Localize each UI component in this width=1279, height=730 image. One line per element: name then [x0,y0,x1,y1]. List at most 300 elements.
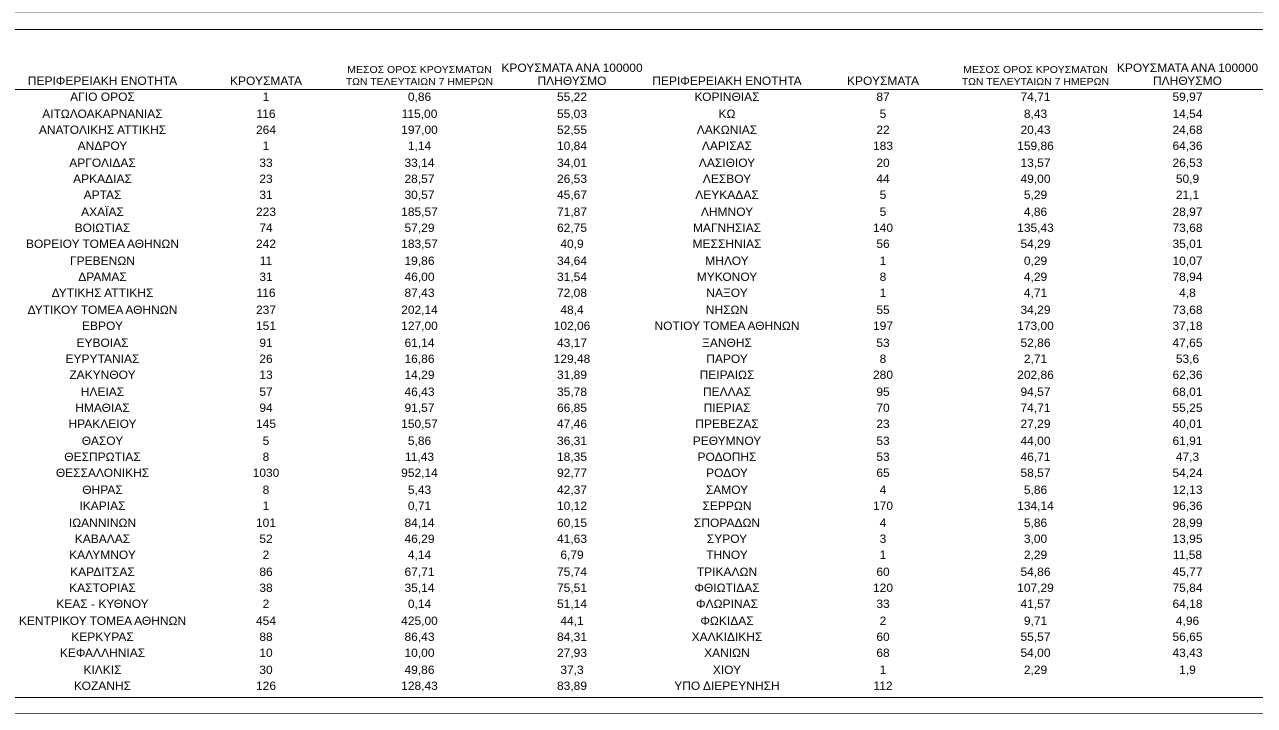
left-cell-cases: 52 [259,531,273,546]
left-cell-avg7: 185,57 [401,204,438,219]
left-cell-per100k: 10,84 [556,139,588,154]
right-cell-per100k: 37,18 [1172,319,1203,334]
left-cell-avg7: 35,14 [404,580,435,595]
right-cell-region: ΜΗΛΟΥ [705,253,749,268]
right-cell-per100k: 73,68 [1172,221,1203,236]
left-cell-avg7: 46,00 [404,270,435,285]
header-per100k-line1: ΚΡΟΥΣΜΑΤΑ ΑΝΑ 100000 [501,61,643,75]
left-cell-cases: 31 [259,270,273,285]
left-cell-per100k: 26,53 [556,171,588,186]
right-cell-region: ΜΥΚΟΝΟΥ [696,270,758,285]
left-cell-avg7: 425,00 [401,613,438,628]
left-cell-avg7: 14,29 [404,368,435,383]
right-cell-cases: 8 [879,351,887,366]
right-cell-region: ΣΕΡΡΩΝ [702,499,752,514]
right-cell-per100k: 47,65 [1172,335,1203,350]
right-cell-per100k: 4,8 [1179,286,1196,301]
right-cell-cases: 8 [879,270,887,285]
left-cell-avg7: 5,43 [407,482,432,497]
left-cell-cases: 10 [259,646,273,661]
left-cell-avg7: 87,43 [404,286,435,301]
right-cell-per100k: 24,68 [1172,122,1203,137]
left-cell-avg7: 46,43 [404,384,435,399]
left-cell-cases: 237 [255,302,277,317]
left-cell-per100k: 27,93 [556,646,588,661]
right-cell-cases: 1 [879,662,887,677]
left-cell-cases: 264 [255,122,277,137]
right-cell-cases: 68 [876,646,890,661]
header-avg7-line2: ΤΩΝ ΤΕΛΕΥΤΑΙΩΝ 7 ΗΜΕΡΩΝ [961,76,1110,88]
right-cell-region: ΦΘΙΩΤΙΔΑΣ [694,580,760,595]
left-cell-region: ΗΜΑΘΙΑΣ [75,401,130,415]
right-cell-cases: 5 [879,106,887,121]
right-cell-avg7: 44,00 [1020,433,1051,448]
right-cell-per100k: 62,36 [1172,368,1203,383]
left-cell-per100k: 6,79 [560,548,584,563]
left-cell-cases: 94 [259,401,273,415]
right-cell-per100k: 64,36 [1172,139,1203,154]
header-avg7-line1: ΜΕΣΟΣ ΟΡΟΣ ΚΡΟΥΣΜΑΤΩΝ [347,64,492,76]
right-cell-per100k: 75,84 [1172,580,1203,595]
left-cell-region: ΚΟΖΑΝΗΣ [73,679,132,694]
right-cell-region: ΣΥΡΟΥ [706,531,748,546]
right-cell-avg7: 4,71 [1023,286,1048,301]
right-cell-region: ΚΩ [718,106,736,121]
left-cell-per100k: 47,46 [556,417,588,432]
right-cell-region: ΛΑΚΩΝΙΑΣ [696,122,758,137]
right-cell-avg7: 173,00 [1017,319,1054,334]
left-cell-avg7: 46,29 [404,531,435,546]
left-cell-per100k: 66,85 [556,401,588,415]
left-cell-cases: 88 [259,630,273,645]
right-cell-avg7: 58,57 [1020,466,1051,481]
right-cell-region: ΚΟΡΙΝΘΙΑΣ [694,90,760,105]
header-cases-right: ΚΡΟΥΣΜΑΤΑ [847,74,919,88]
right-cell-cases: 23 [876,417,890,432]
right-cell-per100k: 68,01 [1172,384,1203,399]
right-cell-per100k: 21,1 [1175,188,1200,203]
left-cell-per100k: 75,74 [556,564,588,579]
right-cell-per100k: 47,3 [1175,450,1200,465]
header-avg7-line1: ΜΕΣΟΣ ΟΡΟΣ ΚΡΟΥΣΜΑΤΩΝ [963,64,1108,76]
left-cell-per100k: 71,87 [556,204,588,219]
left-cell-avg7: 183,57 [401,237,438,252]
left-cell-avg7: 0,14 [407,597,432,612]
right-cell-cases: 53 [876,450,890,465]
right-cell-avg7: 2,29 [1023,662,1048,677]
right-cell-avg7: 0,29 [1023,253,1048,268]
left-cell-per100k: 44,1 [560,613,584,628]
right-cell-region: ΦΩΚΙΔΑΣ [700,613,754,628]
left-cell-cases: 116 [256,286,276,301]
left-cell-region: ΑΡΤΑΣ [83,188,122,203]
left-cell-cases: 8 [262,450,270,465]
header-per100k-line1: ΚΡΟΥΣΜΑΤΑ ΑΝΑ 100000 [1116,61,1259,75]
right-cell-avg7: 13,57 [1020,155,1051,170]
left-cell-region: ΒΟΡΕΙΟΥ ΤΟΜΕΑ ΑΘΗΝΩΝ [25,237,180,252]
left-cell-per100k: 34,01 [556,155,588,170]
left-cell-per100k: 75,51 [556,580,588,595]
right-cell-per100k: 56,65 [1172,630,1203,645]
left-cell-per100k: 35,78 [556,384,588,399]
right-cell-cases: 120 [872,580,894,595]
right-cell-region: ΥΠΟ ΔΙΕΡΕΥΝΗΣΗ [674,679,780,694]
right-cell-cases: 60 [876,630,890,645]
right-cell-region: ΜΕΣΣΗΝΙΑΣ [692,237,762,252]
header-per100k-line2: ΠΛΗΘΥΣΜΟ [1152,74,1223,88]
right-cell-per100k: 26,53 [1172,155,1203,170]
right-cell-region: ΜΑΓΝΗΣΙΑΣ [692,221,762,236]
left-cell-per100k: 60,15 [556,515,588,530]
right-cell-cases: 33 [876,597,890,612]
left-cell-per100k: 43,17 [556,335,588,350]
left-cell-avg7: 16,86 [404,351,435,366]
left-cell-region: ΚΕΑΣ - ΚΥΘΝΟΥ [56,597,149,612]
right-cell-region: ΣΠΟΡΑΔΩΝ [693,515,761,530]
left-cell-cases: 116 [256,106,276,121]
right-cell-per100k: 1,9 [1179,662,1196,677]
right-cell-avg7: 135,43 [1017,221,1054,236]
bottom-rule [15,697,1263,698]
right-cell-cases: 5 [879,188,887,203]
right-cell-cases: 87 [876,90,890,105]
left-cell-region: ΘΕΣΣΑΛΟΝΙΚΗΣ [55,466,150,481]
right-cell-per100k [1112,678,1263,694]
left-cell-region: ΔΡΑΜΑΣ [78,270,127,285]
right-cell-avg7: 54,29 [1020,237,1051,252]
right-cell-avg7: 5,86 [1023,515,1048,530]
left-cell-region: ΑΝΔΡΟΥ [77,139,128,154]
right-cell-cases: 1 [879,253,887,268]
right-cell-per100k: 11,58 [1172,548,1203,563]
right-cell-region: ΠΕΛΛΑΣ [702,384,752,399]
right-cell-avg7: 46,71 [1020,450,1051,465]
right-cell-avg7: 54,00 [1020,646,1051,661]
right-cell-cases: 44 [876,171,890,186]
right-cell-cases: 20 [876,155,890,170]
top-rule [15,29,1263,30]
left-cell-cases: 454 [255,613,277,628]
right-cell-per100k: 40,01 [1172,417,1203,432]
left-cell-per100k: 48,4 [560,302,584,317]
right-cell-avg7: 107,29 [1017,580,1054,595]
left-cell-per100k: 92,77 [556,466,588,481]
left-cell-region: ΚΙΛΚΙΣ [83,662,122,677]
right-cell-region: ΤΗΝΟΥ [706,548,748,563]
left-cell-region: ΘΕΣΠΡΩΤΙΑΣ [64,450,141,465]
right-cell-avg7: 49,00 [1020,171,1051,186]
right-cell-avg7: 20,43 [1020,122,1051,137]
left-cell-per100k: 72,08 [556,286,588,301]
right-cell-cases: 280 [872,368,894,383]
header-per100k-left [497,55,647,89]
right-cell-region: ΠΙΕΡΙΑΣ [703,401,751,415]
right-cell-region: ΧΑΝΙΩΝ [704,646,750,661]
right-cell-cases: 65 [876,466,890,481]
right-cell-avg7: 202,86 [1017,368,1054,383]
left-cell-cases: 74 [259,221,273,236]
left-cell-cases: 2 [262,597,270,612]
right-cell-region: ΞΑΝΘΗΣ [702,335,752,350]
right-cell-per100k: 50,9 [1175,171,1200,186]
left-cell-region: ΑΝΑΤΟΛΙΚΗΣ ΑΤΤΙΚΗΣ [38,122,167,137]
left-cell-cases: 38 [259,580,273,595]
left-cell-cases: 1030 [252,466,280,481]
right-cell-avg7: 2,29 [1023,548,1048,563]
left-cell-per100k: 129,48 [553,351,591,366]
left-cell-region: ΙΩΑΝΝΙΝΩΝ [68,515,137,530]
left-cell-region: ΓΡΕΒΕΝΩΝ [70,253,135,268]
right-cell-cases: 183 [872,139,894,154]
left-cell-avg7: 57,29 [404,221,435,236]
left-cell-per100k: 83,89 [556,679,588,694]
left-cell-region: ΕΥΒΟΙΑΣ [76,335,129,350]
left-cell-avg7: 19,86 [404,253,435,268]
left-cell-cases: 11 [259,253,273,268]
right-cell-avg7: 52,86 [1020,335,1051,350]
right-cell-cases: 22 [876,122,890,137]
right-cell-cases: 70 [876,401,890,415]
left-cell-avg7: 86,43 [404,630,435,645]
right-cell-region: ΛΕΣΒΟΥ [702,171,752,186]
left-cell-avg7: 91,57 [404,401,435,415]
left-cell-cases: 145 [255,417,277,432]
right-cell-region: ΛΕΥΚΑΔΑΣ [695,188,759,203]
right-cell-avg7: 9,71 [1023,613,1048,628]
left-cell-cases: 8 [262,482,270,497]
left-cell-avg7: 197,00 [401,122,438,137]
right-cell-avg7: 5,29 [1023,188,1048,203]
top-thin-rule [15,12,1263,13]
left-cell-region: ΚΕΦΑΛΛΗΝΙΑΣ [59,646,146,661]
right-cell-avg7: 4,29 [1023,270,1048,285]
right-cell-per100k: 45,77 [1172,564,1203,579]
right-cell-region: ΠΕΙΡΑΙΩΣ [699,368,755,383]
left-cell-region: ΑΡΓΟΛΙΔΑΣ [69,155,136,170]
right-cell-per100k: 64,18 [1172,597,1203,612]
left-cell-per100k: 37,3 [560,662,584,677]
left-cell-avg7: 30,57 [404,188,435,203]
right-cell-avg7: 3,00 [1023,531,1048,546]
right-cell-avg7: 54,86 [1020,564,1051,579]
right-cell-avg7: 27,29 [1020,417,1051,432]
right-cell-cases: 4 [879,515,887,530]
left-cell-region: ΘΑΣΟΥ [81,433,124,448]
left-cell-per100k: 31,89 [556,368,588,383]
left-cell-cases: 242 [255,237,277,252]
left-cell-cases: 57 [259,384,273,399]
left-cell-cases: 91 [259,335,273,350]
left-cell-per100k: 51,14 [556,597,588,612]
left-cell-per100k: 34,64 [556,253,588,268]
left-cell-avg7: 127,00 [401,319,438,334]
left-cell-region: ΙΚΑΡΙΑΣ [79,499,126,514]
left-cell-region: ΘΗΡΑΣ [82,482,123,497]
left-cell-cases: 2 [262,548,270,563]
left-cell-per100k: 40,9 [560,237,584,252]
left-cell-cases: 1 [262,139,270,154]
right-cell-per100k: 96,36 [1172,499,1203,514]
right-cell-cases: 197 [872,319,894,334]
left-cell-per100k: 36,31 [556,433,588,448]
right-cell-region: ΝΟΤΙΟΥ ΤΟΜΕΑ ΑΘΗΝΩΝ [654,319,800,334]
right-cell-cases: 140 [872,221,894,236]
left-cell-region: ΕΥΡΥΤΑΝΙΑΣ [65,351,140,366]
left-cell-per100k: 55,03 [556,106,588,121]
right-cell-cases: 53 [876,335,890,350]
left-cell-avg7: 150,57 [401,417,438,432]
left-cell-cases: 5 [262,433,270,448]
right-cell-per100k: 53,6 [1175,351,1200,366]
right-cell-per100k: 73,68 [1172,302,1203,317]
right-cell-per100k: 28,97 [1172,204,1203,219]
right-cell-cases: 4 [879,482,887,497]
left-cell-avg7: 128,43 [401,679,438,694]
left-cell-per100k: 10,12 [556,499,588,514]
right-cell-per100k: 13,95 [1172,531,1203,546]
left-cell-cases: 1 [262,499,270,514]
right-cell-region: ΝΑΞΟΥ [706,286,748,301]
left-cell-avg7: 84,14 [404,515,435,530]
right-cell-cases: 112 [873,679,893,694]
bottom-thin-rule [15,713,1263,714]
right-cell-avg7: 8,43 [1023,106,1048,121]
right-cell-avg7: 2,71 [1023,351,1048,366]
left-cell-avg7: 49,86 [404,662,435,677]
left-cell-cases: 23 [259,171,273,186]
right-cell-region: ΡΟΔΟΥ [706,466,748,481]
cases-table [15,55,1263,694]
left-cell-avg7: 115,00 [401,106,438,121]
right-cell-per100k: 10,07 [1172,253,1203,268]
left-cell-per100k: 102,06 [553,319,591,334]
right-cell-region: ΦΛΩΡΙΝΑΣ [696,597,758,612]
right-cell-avg7: 134,14 [1017,499,1054,514]
right-cell-region: ΤΡΙΚΑΛΩΝ [696,564,758,579]
left-cell-avg7: 10,00 [404,646,435,661]
left-cell-cases: 26 [259,351,273,366]
left-cell-per100k: 55,22 [556,90,588,105]
right-cell-avg7: 4,86 [1023,204,1048,219]
right-cell-region: ΝΗΣΩΝ [705,302,749,317]
left-cell-region: ΖΑΚΥΝΘΟΥ [69,368,136,383]
right-cell-per100k: 43,43 [1172,646,1203,661]
right-cell-per100k: 55,25 [1172,401,1203,415]
left-cell-per100k: 62,75 [556,221,588,236]
left-cell-cases: 30 [259,662,273,677]
left-cell-region: ΑΡΚΑΔΙΑΣ [73,171,132,186]
header-avg7-left [342,55,497,89]
left-cell-region: ΚΑΡΔΙΤΣΑΣ [70,564,135,579]
right-cell-region: ΧΑΛΚΙΔΙΚΗΣ [691,630,763,645]
right-cell-avg7: 74,71 [1020,401,1051,415]
right-cell-per100k: 61,91 [1172,433,1203,448]
left-cell-region: ΑΓΙΟ ΟΡΟΣ [70,90,135,105]
header-per100k-right [1112,55,1263,89]
right-cell-per100k: 12,13 [1172,482,1203,497]
right-cell-avg7 [959,678,1112,694]
left-cell-cases: 151 [255,319,277,334]
left-cell-avg7: 67,71 [404,564,435,579]
right-cell-per100k: 78,94 [1172,270,1203,285]
left-cell-cases: 1 [262,90,270,105]
header-avg7-line2: ΤΩΝ ΤΕΛΕΥΤΑΙΩΝ 7 ΗΜΕΡΩΝ [345,76,494,88]
left-cell-cases: 31 [259,188,273,203]
header-region-left: ΠΕΡΙΦΕΡΕΙΑΚΗ ΕΝΟΤΗΤΑ [27,74,178,88]
left-cell-region: ΑΙΤΩΛΟΑΚΑΡΝΑΝΙΑΣ [42,106,163,121]
right-cell-region: ΛΑΣΙΘΙΟΥ [698,155,756,170]
right-cell-region: ΠΡΕΒΕΖΑΣ [695,417,759,432]
left-cell-avg7: 0,86 [407,90,432,105]
right-cell-region: ΡΟΔΟΠΗΣ [697,450,757,465]
right-cell-per100k: 35,01 [1172,237,1203,252]
left-cell-region: ΕΒΡΟΥ [82,319,123,334]
left-cell-region: ΒΟΙΩΤΙΑΣ [74,221,131,236]
left-cell-avg7: 33,14 [404,155,435,170]
right-cell-avg7: 41,57 [1020,597,1051,612]
right-cell-region: ΛΑΡΙΣΑΣ [701,139,753,154]
right-cell-cases: 1 [879,286,887,301]
left-cell-avg7: 202,14 [401,302,438,317]
left-cell-region: ΚΑΛΥΜΝΟΥ [69,548,136,563]
right-cell-avg7: 159,86 [1017,139,1054,154]
right-cell-per100k: 4,96 [1175,613,1200,628]
right-cell-avg7: 94,57 [1020,384,1051,399]
right-cell-cases: 1 [879,548,887,563]
right-cell-avg7: 34,29 [1020,302,1051,317]
left-cell-region: ΔΥΤΙΚΗΣ ΑΤΤΙΚΗΣ [51,286,154,301]
left-cell-per100k: 31,54 [556,270,588,285]
left-cell-region: ΔΥΤΙΚΟΥ ΤΟΜΕΑ ΑΘΗΝΩΝ [27,302,178,317]
right-cell-cases: 53 [876,433,890,448]
left-cell-avg7: 61,14 [404,335,435,350]
right-cell-avg7: 55,57 [1020,630,1051,645]
left-cell-avg7: 4,14 [407,548,432,563]
left-cell-per100k: 41,63 [556,531,588,546]
left-cell-avg7: 0,71 [407,499,432,514]
right-cell-per100k: 59,97 [1172,90,1203,105]
left-cell-per100k: 84,31 [556,630,588,645]
left-cell-region: ΗΡΑΚΛΕΙΟΥ [68,417,137,432]
left-cell-region: ΑΧΑΪΑΣ [81,204,124,219]
right-cell-region: ΡΕΘΥΜΝΟΥ [692,433,762,448]
header-avg7-right [959,55,1112,89]
left-cell-region: ΚΑΒΑΛΑΣ [74,531,131,546]
right-cell-cases: 170 [872,499,894,514]
right-cell-per100k: 28,99 [1172,515,1203,530]
left-cell-cases: 33 [259,155,273,170]
right-cell-cases: 55 [876,302,890,317]
left-cell-avg7: 1,14 [407,139,432,154]
left-cell-region: ΚΕΝΤΡΙΚΟΥ ΤΟΜΕΑ ΑΘΗΝΩΝ [18,613,187,628]
left-cell-avg7: 28,57 [404,171,435,186]
left-cell-per100k: 45,67 [556,188,588,203]
left-cell-avg7: 11,43 [404,450,435,465]
left-cell-cases: 101 [255,515,277,530]
left-cell-region: ΚΑΣΤΟΡΙΑΣ [69,580,136,595]
left-cell-cases: 13 [259,368,273,383]
header-per100k-line2: ΠΛΗΘΥΣΜΟ [537,74,607,88]
left-cell-cases: 86 [259,564,273,579]
right-cell-per100k: 14,54 [1172,106,1203,121]
right-cell-cases: 56 [876,237,890,252]
right-cell-cases: 60 [876,564,890,579]
right-cell-region: ΧΙΟΥ [712,662,742,677]
left-cell-per100k: 52,55 [556,122,588,137]
header-cases-left: ΚΡΟΥΣΜΑΤΑ [230,74,302,88]
left-cell-region: ΗΛΕΙΑΣ [80,384,125,399]
right-cell-cases: 5 [879,204,887,219]
